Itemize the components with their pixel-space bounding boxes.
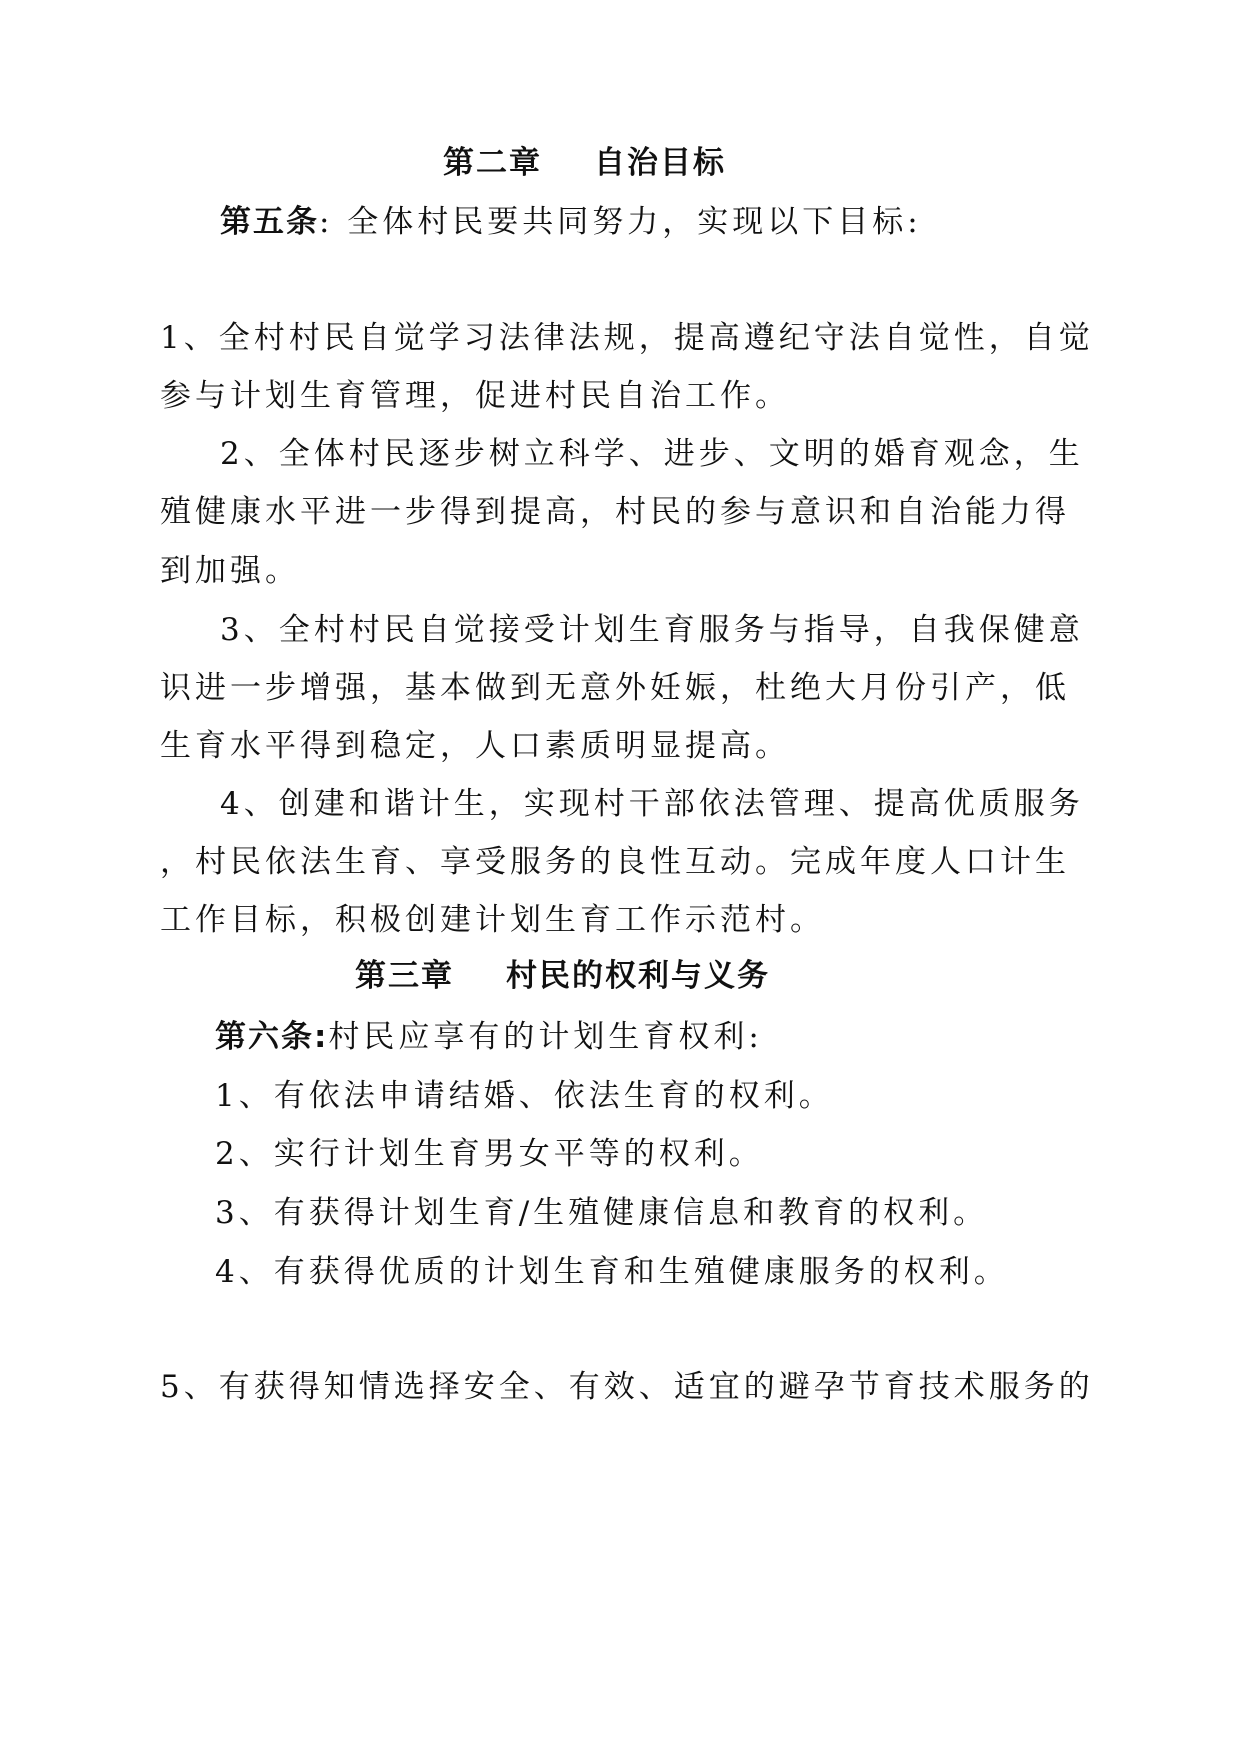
goal-4-line-1: 4、创建和谐计生，实现村干部依法管理、提高优质服务 [220,786,1084,822]
article-6 [215,1017,763,1057]
right-2: 2、实行计划生育男女平等的权利。 [215,1136,764,1172]
goal-2-line-2: 殖健康水平进一步得到提高，村民的参与意识和自治能力得 [160,494,1070,530]
chapter-3-title: 村民的权利与义务 [506,958,770,994]
article-5-label: 第五条 [220,204,319,240]
right-4: 4、有获得优质的计划生育和生殖健康服务的权利。 [215,1254,1009,1290]
chapter-2-label: 第二章 [443,145,542,181]
goal-4-line-2: ，村民依法生育、享受服务的良性互动。完成年度人口计生 [160,844,1070,880]
goal-3-line-3: 生育水平得到稳定，人口素质明显提高。 [160,728,790,764]
article-5-text: : 全体村民要共同努力，实现以下目标: [319,204,922,240]
chapter-3-heading [355,956,770,996]
goal-1-line-1: 1、全村村民自觉学习法律法规，提高遵纪守法自觉性，自觉 [160,320,1094,356]
right-5: 5、有获得知情选择安全、有效、适宜的避孕节育技术服务的 [160,1369,1094,1405]
chapter-3-label: 第三章 [355,958,454,994]
right-3: 3、有获得计划生育/生殖健康信息和教育的权利。 [215,1195,989,1231]
goal-2-line-1: 2、全体村民逐步树立科学、进步、文明的婚育观念，生 [220,436,1084,472]
article-6-label: 第六条: [215,1019,329,1055]
chapter-2-heading [443,143,726,183]
right-1: 1、有依法申请结婚、依法生育的权利。 [215,1078,834,1114]
article-6-text: 村民应享有的计划生育权利: [328,1019,763,1055]
goal-1-line-2: 参与计划生育管理，促进村民自治工作。 [160,378,790,414]
goal-2-line-3: 到加强。 [160,553,300,589]
chapter-2-title: 自治目标 [594,145,726,181]
goal-4-line-3: 工作目标，积极创建计划生育工作示范村。 [160,902,825,938]
goal-3-line-2: 识进一步增强，基本做到无意外妊娠，杜绝大月份引产，低 [160,670,1070,706]
article-5 [220,202,922,242]
goal-3-line-1: 3、全村村民自觉接受计划生育服务与指导，自我保健意 [220,612,1084,648]
